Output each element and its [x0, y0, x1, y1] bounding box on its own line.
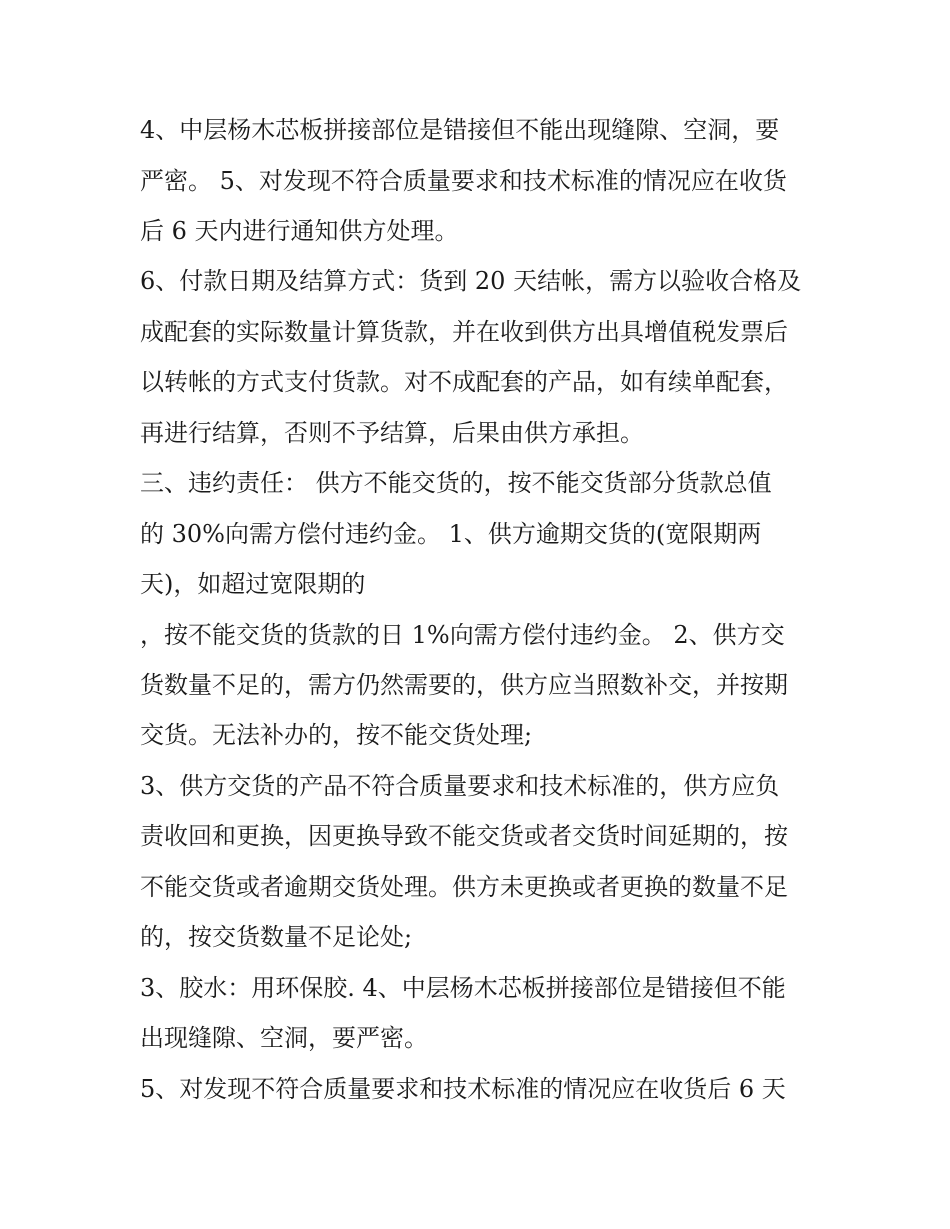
text-line: 再进行结算，否则不予结算，后果由供方承担。	[140, 419, 644, 447]
text-line: 货数量不足的，需方仍然需要的，供方应当照数补交，并按期	[140, 671, 788, 699]
text-line: 的，按交货数量不足论处;	[140, 923, 413, 951]
text-line: 天)，如超过宽限期的	[140, 570, 366, 598]
text-line: 严密。 5、对发现不符合质量要求和技术标准的情况应在收货	[140, 167, 787, 195]
text-line: 后 6 天内进行通知供方处理。	[140, 217, 459, 245]
text-line: 成配套的实际数量计算货款，并在收到供方出具增值税发票后	[140, 318, 788, 346]
text-line: 3、胶水：用环保胶. 4、中层杨木芯板拼接部位是错接但不能	[140, 974, 786, 1002]
text-line: 责收回和更换，因更换导致不能交货或者交货时间延期的，按	[140, 822, 788, 850]
text-line: 以转帐的方式支付货款。对不成配套的产品，如有续单配套，	[140, 368, 788, 396]
text-line: 4、中层杨木芯板拼接部位是错接但不能出现缝隙、空洞，要	[140, 116, 780, 144]
text-line: 3、供方交货的产品不符合质量要求和技术标准的，供方应负	[140, 772, 780, 800]
text-line: 不能交货或者逾期交货处理。供方未更换或者更换的数量不足	[140, 873, 788, 901]
text-line: 6、付款日期及结算方式：货到 20 天结帐，需方以验收合格及	[140, 267, 802, 295]
text-line: ，按不能交货的货款的日 1%向需方偿付违约金。 2、供方交	[140, 621, 785, 649]
text-line: 三、违约责任： 供方不能交货的，按不能交货部分货款总值	[140, 469, 772, 497]
text-line: 的 30%向需方偿付违约金。 1、供方逾期交货的(宽限期两	[140, 520, 762, 548]
text-line: 5、对发现不符合质量要求和技术标准的情况应在收货后 6 天	[140, 1075, 786, 1103]
text-line: 出现缝隙、空洞，要严密。	[140, 1024, 428, 1052]
text-line: 交货。无法补办的，按不能交货处理;	[140, 721, 533, 749]
